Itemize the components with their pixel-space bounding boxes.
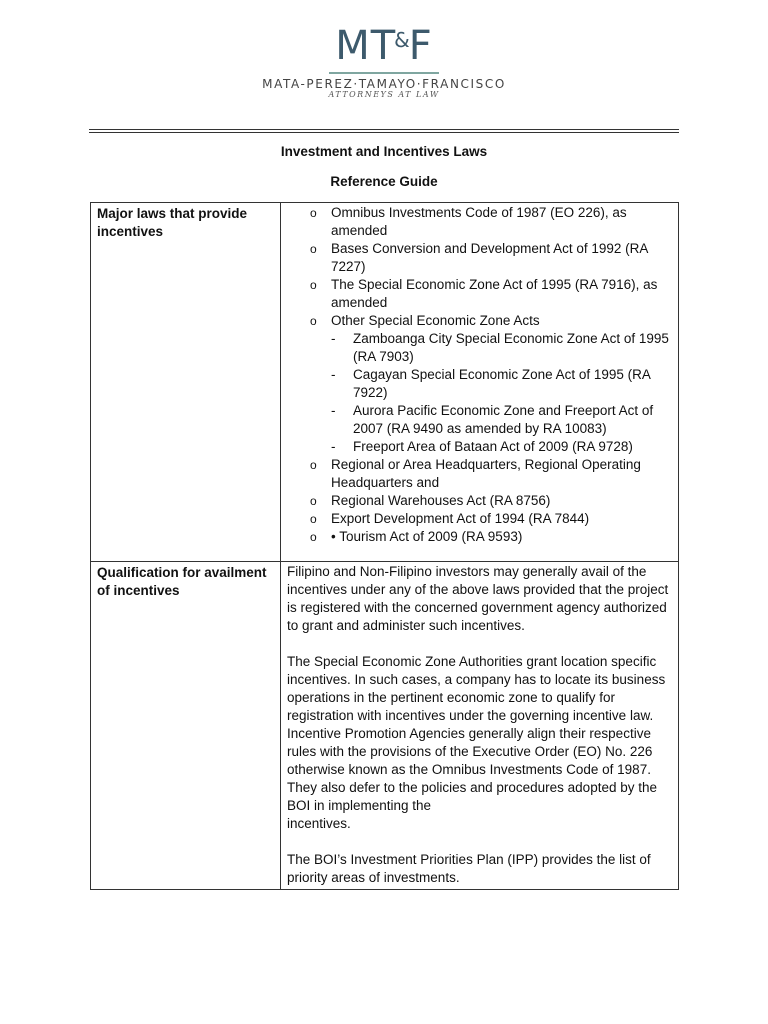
- list-item: [310, 204, 672, 240]
- circle-bullet-icon: o: [310, 458, 317, 472]
- circle-bullet-icon: o: [310, 512, 317, 526]
- document-subtitle: Reference Guide: [330, 174, 438, 189]
- paragraph-incentives-line: incentives.: [287, 816, 351, 831]
- firm-logo: [0, 23, 768, 99]
- list-item-text: Other Special Economic Zone Acts: [331, 313, 540, 328]
- list-item-text: • Tourism Act of 2009 (RA 9593): [331, 529, 523, 544]
- logo-mark-left: MT: [335, 23, 397, 69]
- logo-mark-right: F: [408, 23, 433, 69]
- sub-list-item: [331, 330, 672, 366]
- list-item-text: Regional or Area Headquarters, Regional Operating Headquarters and: [331, 457, 641, 490]
- list-item: [310, 492, 672, 510]
- dash-bullet-icon: -: [331, 367, 336, 382]
- list-item-text: Omnibus Investments Code of 1987 (EO 226), as amended: [331, 205, 627, 238]
- row-label-qualification: Qualification for availment of incentives: [91, 562, 281, 890]
- list-item: [310, 276, 672, 312]
- circle-bullet-icon: o: [310, 206, 317, 220]
- circle-bullet-icon: o: [310, 242, 317, 256]
- header-divider-bottom: [89, 132, 679, 133]
- sub-list-item: [331, 366, 672, 402]
- circle-bullet-icon: o: [310, 314, 317, 328]
- dash-bullet-icon: -: [331, 403, 336, 418]
- paragraph-ipp: The BOI’s Investment Priorities Plan (IPP) provides the list of priority areas of investments.: [287, 852, 651, 885]
- logo-mark-ampersand: &: [394, 28, 411, 52]
- list-item-text: The Special Economic Zone Act of 1995 (RA 7916), as amended: [331, 277, 658, 310]
- paragraph-sez-authorities: The Special Economic Zone Authorities grant location specific incentives. In such cases, a company has to locate its business operations in the pertinent economic zone to qualify for registration with incentives under the governing incentive law. Incentive Promotion Agencies generally align their respective rules with the provisions of the Executive Order (EO) No. 226 otherwise known as the Omnibus Investments Code of 1987. They also defer to the policies and procedures adopted by the BOI in implementing the: [287, 654, 666, 813]
- row-label-major-laws: Major laws that provide incentives: [91, 203, 281, 562]
- sub-list-item: [331, 402, 672, 438]
- circle-bullet-icon: o: [310, 494, 317, 508]
- circle-bullet-icon: o: [310, 530, 317, 544]
- document-title: Investment and Incentives Laws: [280, 144, 488, 159]
- list-item: [310, 456, 672, 492]
- logo-firm-name: MATA-PEREZ·TAMAYO·FRANCISCO: [262, 77, 506, 91]
- sub-list-item: [331, 438, 672, 456]
- list-item-text: Regional Warehouses Act (RA 8756): [331, 493, 551, 508]
- list-item: [310, 312, 672, 456]
- list-item-text: Export Development Act of 1994 (RA 7844): [331, 511, 590, 526]
- dash-bullet-icon: -: [331, 439, 336, 454]
- list-item: [310, 240, 672, 276]
- list-item-text: Bases Conversion and Development Act of 1992 (RA 7227): [331, 241, 648, 274]
- logo-underline: [329, 72, 439, 74]
- sub-list-item-text: Zamboanga City Special Economic Zone Act of 1995 (RA 7903): [353, 331, 669, 364]
- logo-mark: [335, 23, 433, 72]
- sub-list-item-text: Aurora Pacific Economic Zone and Freeport Act of 2007 (RA 9490 as amended by RA 10083): [353, 403, 654, 436]
- laws-list: [287, 204, 672, 546]
- sub-list-item-text: Freeport Area of Bataan Act of 2009 (RA 9728): [353, 439, 633, 454]
- circle-bullet-icon: o: [310, 278, 317, 292]
- sub-list-item-text: Cagayan Special Economic Zone Act of 1995 (RA 7922): [353, 367, 651, 400]
- row-content-major-laws: [281, 203, 679, 562]
- dash-bullet-icon: -: [331, 331, 336, 346]
- table-row-qualification: [91, 562, 679, 890]
- header-divider-top: [89, 129, 679, 130]
- row-content-qualification: [281, 562, 679, 890]
- paragraph-eligibility: Filipino and Non-Filipino investors may generally avail of the incentives under any of the above laws provided that the project is registered with the concerned government agency authorized to grant and administer such incentives.: [287, 564, 669, 633]
- logo-tagline: ATTORNEYS AT LAW: [328, 90, 440, 99]
- list-item: [310, 510, 672, 528]
- table-row-major-laws: [91, 203, 679, 562]
- sez-acts-sublist: [331, 330, 672, 456]
- reference-table: [90, 202, 679, 890]
- list-item: [310, 528, 672, 546]
